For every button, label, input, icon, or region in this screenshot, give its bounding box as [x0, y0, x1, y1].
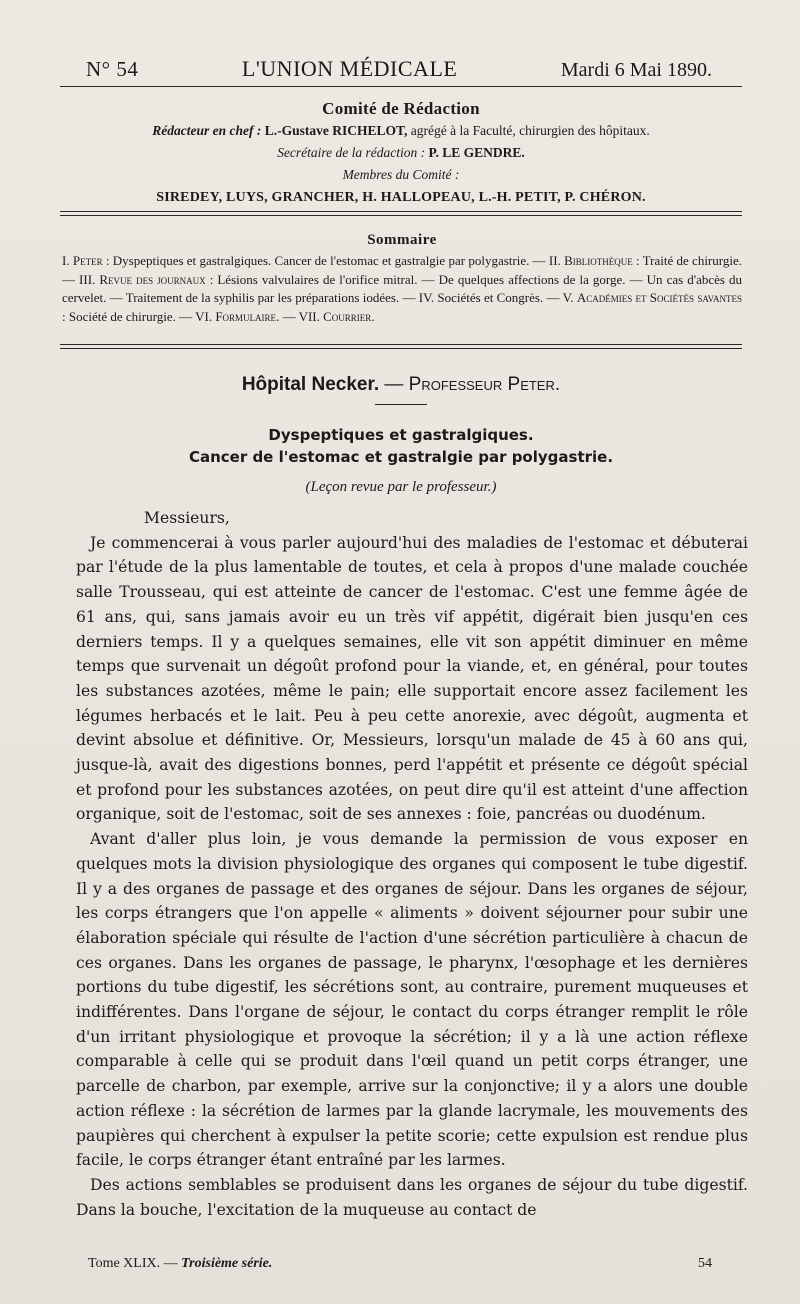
summary-item-v: : Société de chirurgie. — VI.	[62, 308, 216, 324]
lecture-title	[60, 424, 742, 468]
summary-author: Peter	[72, 253, 103, 268]
hospital-heading	[60, 372, 742, 398]
editor-name: L.-Gustave RICHELOT,	[264, 123, 408, 138]
summary-item-i: : Dyspeptiques et gastralgiques. Cancer de l'estomac et gastralgie par polygastrie. — II.	[102, 253, 565, 268]
heading-short-rule	[375, 404, 427, 405]
committee-title: Comité de Rédaction	[322, 99, 480, 118]
summary-label-academies: Académies et Sociétés savantes	[576, 290, 742, 305]
editorial-committee	[60, 98, 742, 210]
summary-label-bibliotheque: Bibliothèque	[564, 253, 633, 268]
paragraph-2: Avant d'aller plus loin, je vous demande la permission de vous exposer en quelques mots la division physiologique des organes qui composent le tube digestif. Il y a des organes de passage et des organes de séjour. Dans les organes de séjour, les corps étrangers que l'on appelle « aliments » doivent séjourner pour subir une élaboration spéciale qui résulte de l'action d'une sécrétion particulière à chacun de ces organes. Dans les organes de passage, le pharynx, l'œsophage et les dernières portions du tube digestif, les sécrétions sont, au contraire, purement muqueuses et indifférentes. Dans l'organe de séjour, le contact du corps étranger remplit le rôle d'un irritant physiologique et provoque la sécrétion; il y a là une action réflexe comparable à celle qui se produit dans l'œil quand un petit corps étranger, une parcelle de charbon, par exemple, arrive sur la conjonctive; il y a alors une double action réflexe : la sécrétion de larmes par la glande lacrymale, les mouvements des paupières qui cherchent à expulser la petite scorie; cette expulsion est rendue plus facile, le corps étranger étant entraîné par les larmes.	[76, 830, 748, 1170]
summary-end: .	[371, 308, 375, 324]
editor-description: agrégé à la Faculté, chirurgien des hôpitaux.	[410, 123, 650, 138]
summary-label-formulaire: Formulaire	[215, 308, 277, 324]
summary-double-rule	[60, 344, 742, 349]
summary-item-iii: : Lésions valvulaires de l'orifice mitral. — De quelques affections de la gorge. — Un cas d'abcès du cervelet. — Traitement de la syphilis par les préparations iodées. — IV. Sociétés et Congrès. — V.	[62, 271, 742, 305]
article-body	[76, 506, 748, 1222]
summary-item-vi: . — VII.	[276, 308, 324, 324]
footer-volume	[88, 1256, 272, 1272]
summary-label-courrier: Courrier	[323, 308, 372, 324]
editor-role: Rédacteur en chef :	[152, 123, 262, 138]
summary-text: I. Peter : Dyspeptiques et gastralgiques. Cancer de l'estomac et gastralgie par polygastrie. — II. Bibliothèque : Traité de chirurgie. — III. Revue des journaux : Lésions valvulaires de l'orifice mitral. — De quelques affections de la gorge. — Un cas d'abcès du cervelet. — Traitement de la syphilis par les préparations iodées. — IV. Sociétés et Congrès. — V. Académies et Sociétés savantes : Société de chirurgie. — VI. Formulaire. — VII. Courrier.	[62, 253, 742, 324]
page-number: 54	[698, 1256, 712, 1271]
members-label-line	[60, 164, 742, 186]
summary-item-ii: : Traité de chirurgie. — III.	[62, 253, 742, 287]
summary-section	[62, 228, 742, 326]
lecture-note: (Leçon revue par le professeur.)	[305, 479, 497, 495]
summary-title: Sommaire	[367, 232, 437, 248]
editor-line	[60, 120, 742, 142]
page-footer	[88, 1256, 712, 1272]
salutation: Messieurs,	[144, 509, 230, 527]
paragraph-3: Des actions semblables se produisent dans les organes de séjour du tube digestif. Dans la bouche, l'excitation de la muqueuse au contact de	[76, 1175, 748, 1219]
secretary-role: Secrétaire de la rédaction :	[277, 145, 426, 160]
paragraph-1: Je commencerai à vous parler aujourd'hui des maladies de l'estomac et débuterai par l'étude de la plus lamentable de toutes, et cela à propos d'une malade couchée salle Trousseau, qui est atteinte de cancer de l'estomac. C'est une femme âgée de 61 ans, qui, sans jamais avoir eu un très vif appétit, digérait bien jusqu'en ces derniers temps. Il y a quelques semaines, elle vit son appétit diminuer en même temps que survenait un dégoût profond pour la viande, et, en général, pour toutes les substances azotées, même le pain; elle supportait encore assez facilement les légumes herbacés et le lait. Peu à peu cette anorexie, avec dégoût, augmenta et devint absolue et définitive. Or, Messieurs, lorsqu'un malade de 45 à 60 ans qui, jusque-là, avait des digestions bonnes, perd l'appétit et présente ce dégoût spécial et profond pour les substances azotées, on peut dire qu'il est atteint d'une affection organique, soit de l'estomac, soit de ses annexes : foie, pancréas ou duodénum.	[76, 533, 748, 824]
secretary-name: P. LE GENDRE.	[428, 145, 525, 160]
issue-date: Mardi 6 Mai 1890.	[560, 59, 712, 81]
volume-label: Tome XLIX. —	[88, 1256, 182, 1271]
lecture-title-line-1: Dyspeptiques et gastralgiques.	[268, 426, 534, 444]
members-label: Membres du Comité :	[342, 167, 460, 182]
lecture-title-line-2: Cancer de l'estomac et gastralgie par polygastrie.	[188, 448, 614, 466]
issue-number: N° 54	[86, 57, 139, 81]
summary-label-revue: Revue des journaux	[99, 271, 206, 287]
secretary-line	[60, 142, 742, 164]
series-label: Troisième série.	[181, 1256, 273, 1271]
header-rule	[60, 86, 742, 87]
professor-name: — Professeur Peter.	[379, 374, 561, 395]
hospital-name: Hôpital Necker.	[241, 374, 380, 395]
page-header	[86, 56, 712, 82]
journal-title: L'UNION MÉDICALE	[241, 56, 458, 81]
committee-members: SIREDEY, LUYS, GRANCHER, H. HALLOPEAU, L.-H. PETIT, P. CHÉRON.	[156, 190, 646, 205]
committee-double-rule	[60, 211, 742, 216]
